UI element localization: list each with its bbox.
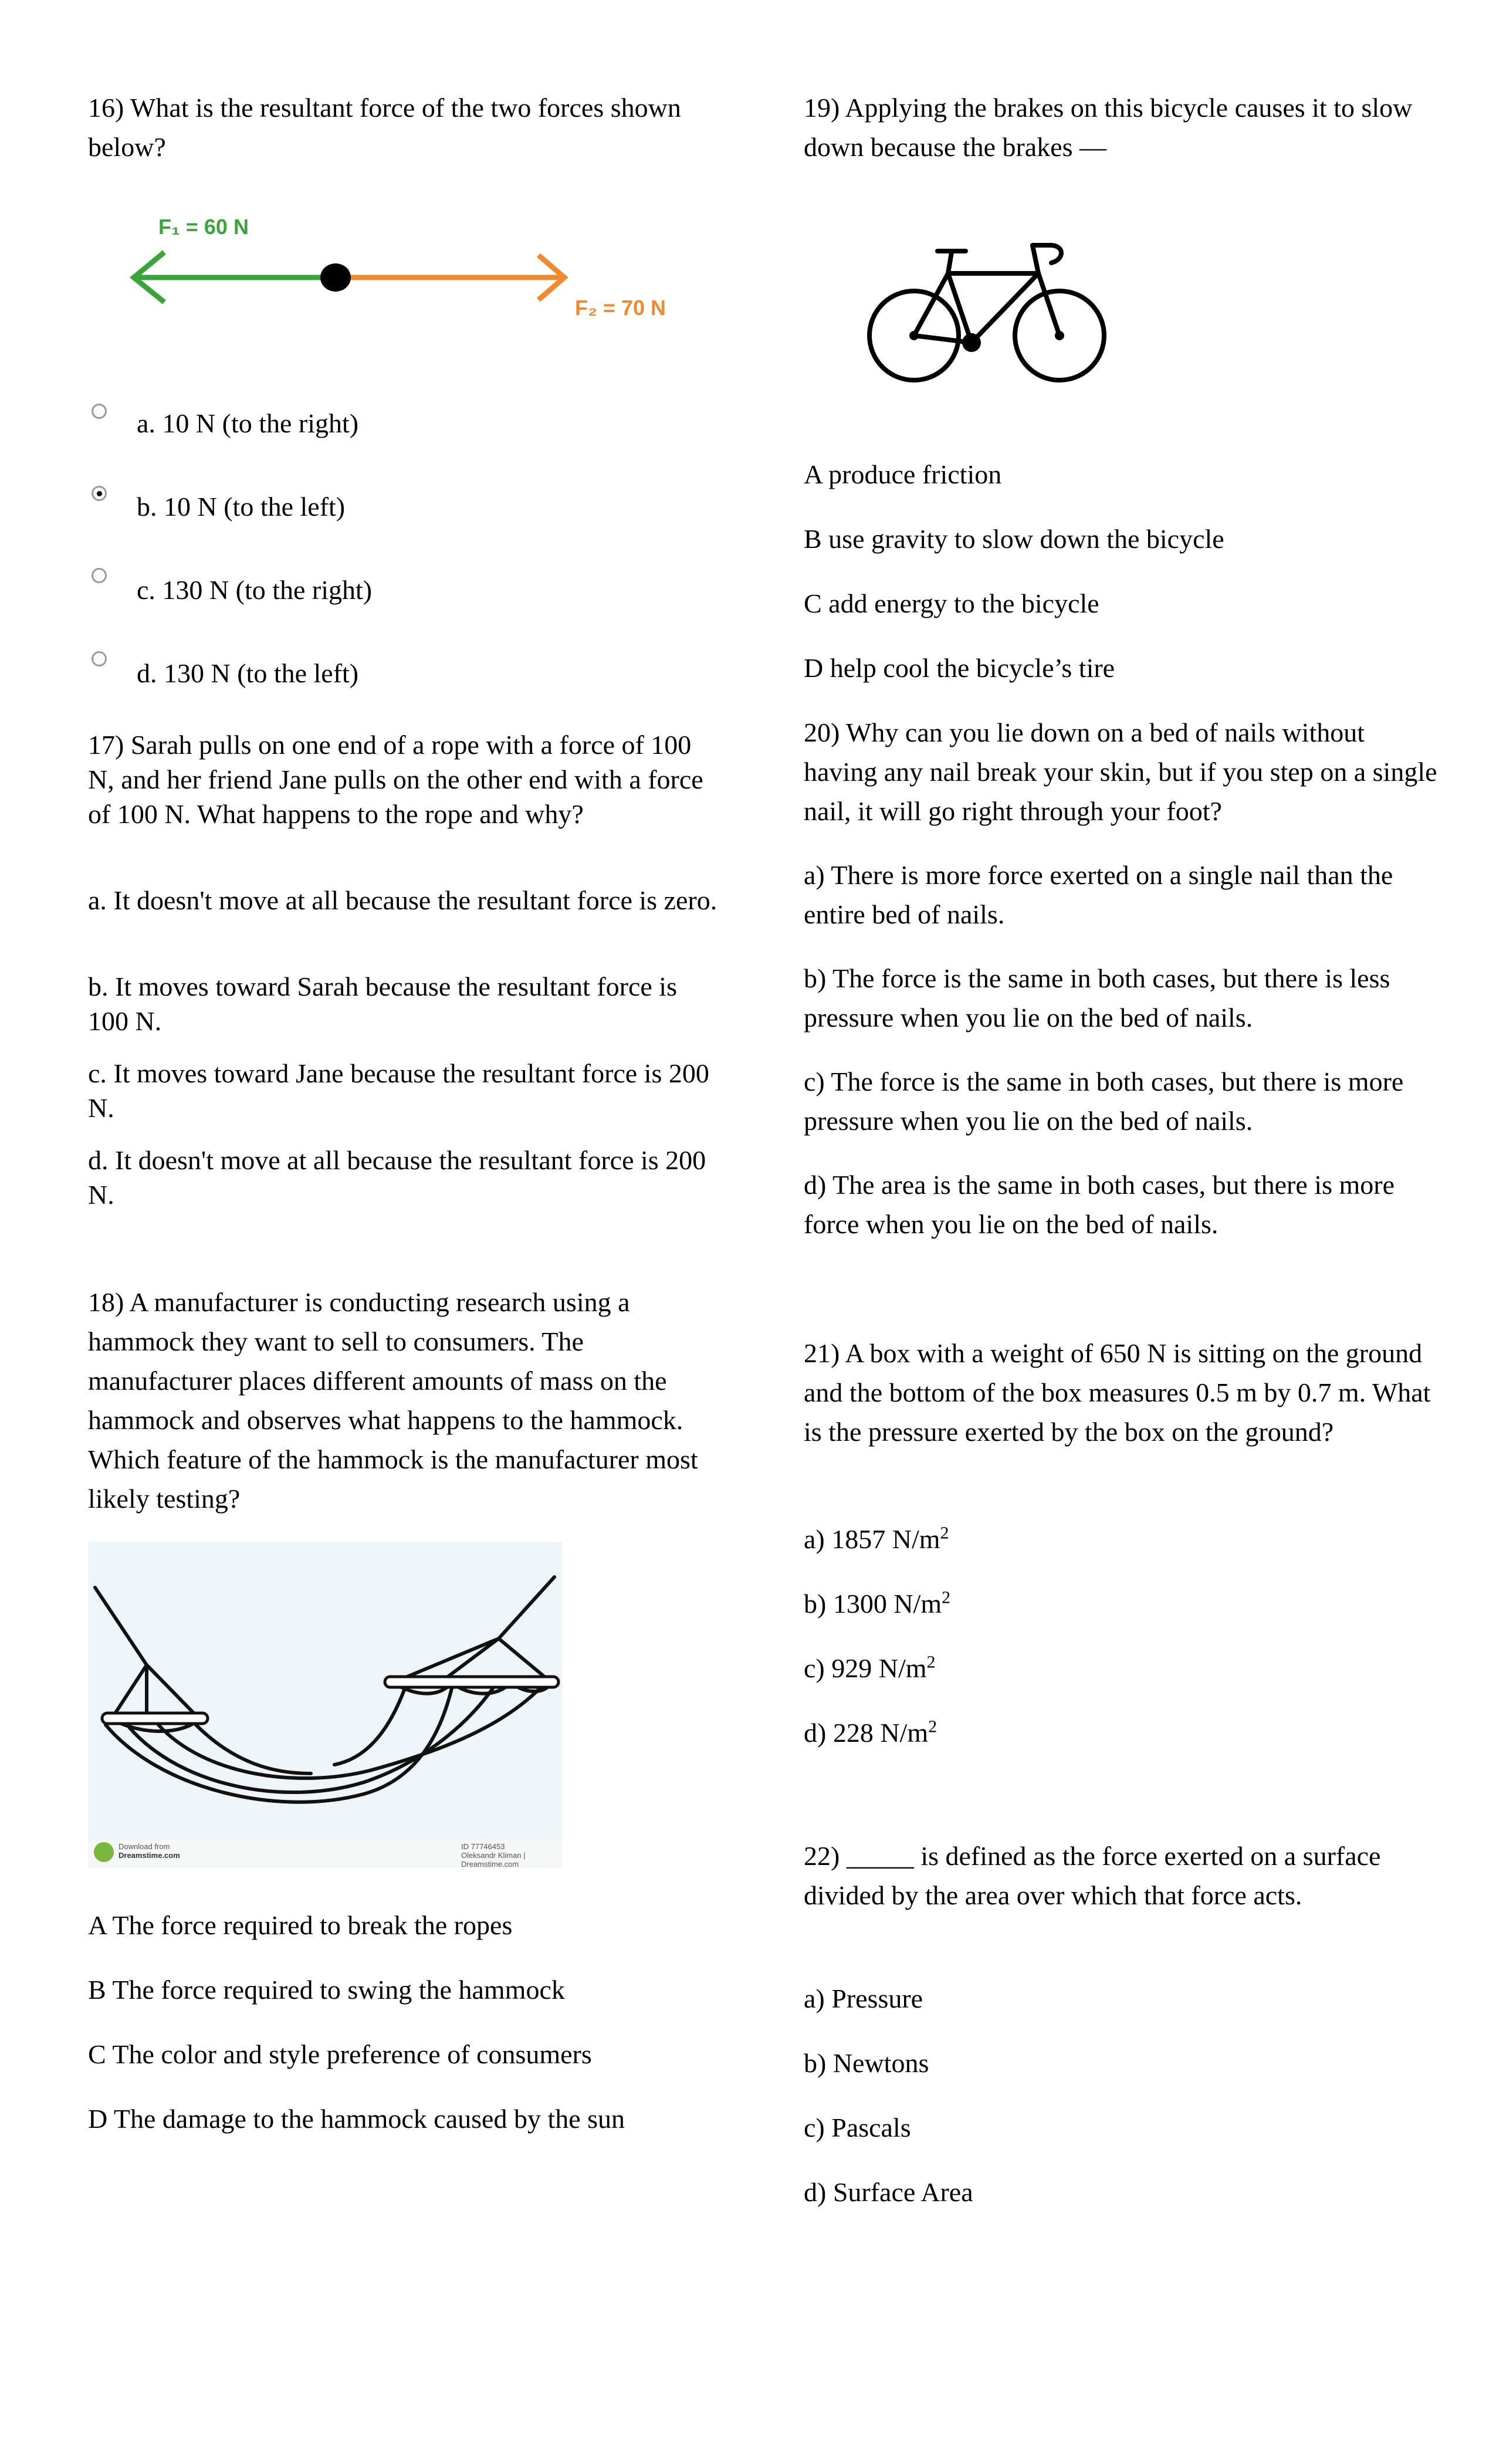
q22-option-d: d) Surface Area — [804, 2177, 973, 2207]
point-object — [320, 263, 351, 292]
q21-unit: N/m — [878, 1653, 927, 1683]
q19-option-c: C add energy to the bicycle — [804, 588, 1099, 618]
watermark-main: Download from — [119, 1842, 170, 1851]
q16-option-c: c. 130 N (to the right) — [137, 575, 373, 605]
q17-option-d: d. It doesn't move at all because the resultant force is 200 N. — [88, 1145, 706, 1210]
watermark-credit: Oleksandr Kliman | Dreamstime.com — [461, 1851, 526, 1869]
q20-option-d: d) The area is the same in both cases, but there is more force when you lie on the bed of nails. — [804, 1170, 1395, 1239]
q21-option-d-value: d) 228 — [804, 1718, 874, 1748]
q16-option-b: b. 10 N (to the left) — [137, 492, 346, 522]
q19-option-b: B use gravity to slow down the bicycle — [804, 524, 1224, 554]
q21-unit-exp: 2 — [926, 1652, 936, 1672]
q16-option-b-radio[interactable] — [92, 486, 107, 501]
q16-option-c-radio[interactable] — [92, 568, 107, 583]
q21-option-b — [804, 1584, 950, 1623]
q21-unit: N/m — [892, 1524, 940, 1554]
q22-option-b: b) Newtons — [804, 2048, 929, 2078]
q21-unit-exp: 2 — [928, 1717, 937, 1737]
q18-option-a: A The force required to break the ropes — [88, 1910, 513, 1940]
q20-question: 20) Why can you lie down on a bed of nails without having any nail break your skin, but if you step on a single nail, it will go right through your foot? — [804, 717, 1437, 826]
q19-option-d: D help cool the bicycle’s tire — [804, 653, 1115, 683]
hammock-image — [88, 1542, 562, 1868]
q21-unit: N/m — [893, 1589, 942, 1619]
q21-option-a — [804, 1519, 949, 1559]
q16-option-d-radio[interactable] — [92, 651, 107, 666]
q21-option-d — [804, 1713, 937, 1752]
q22-option-c: c) Pascals — [804, 2113, 911, 2143]
q21-unit: N/m — [880, 1718, 929, 1748]
q20-option-a: a) There is more force exerted on a single nail than the entire bed of nails. — [804, 860, 1393, 929]
q21-unit-exp: 2 — [940, 1523, 949, 1543]
q19-option-a: A produce friction — [804, 459, 1002, 489]
q21-option-a-value: a) 1857 — [804, 1524, 886, 1554]
q17-option-c: c. It moves toward Jane because the resultant force is 200 N. — [88, 1058, 709, 1123]
q17-option-a: a. It doesn't move at all because the resultant force is zero. — [88, 885, 717, 915]
bicycle-icon — [862, 235, 1115, 393]
q18-option-b: B The force required to swing the hammock — [88, 1975, 565, 2005]
q16-option-d: d. 130 N (to the left) — [137, 658, 359, 688]
hammock-drawing — [88, 1542, 562, 1868]
q20-option-b: b) The force is the same in both cases, but there is less pressure when you lie on the bed of nails. — [804, 963, 1390, 1033]
radio-selected-dot — [97, 491, 102, 496]
dreamstime-logo-icon — [94, 1842, 114, 1862]
q16-question: 16) What is the resultant force of the two forces shown below? — [88, 93, 681, 162]
q22-option-a: a) Pressure — [804, 1984, 923, 2013]
q21-option-c-value: c) 929 — [804, 1653, 872, 1683]
q22-question: 22) _____ is defined as the force exerted on a surface divided by the area over which that force acts. — [804, 1841, 1381, 1910]
bicycle-image — [862, 235, 1115, 393]
watermark-site: Dreamstime.com — [119, 1851, 180, 1860]
q21-option-c — [804, 1649, 936, 1688]
f1-label: F₁ = 60 N — [158, 215, 249, 239]
force-diagram — [117, 208, 716, 337]
q21-unit-exp: 2 — [942, 1588, 951, 1607]
q18-question: 18) A manufacturer is conducting research using a hammock they want to sell to consumers. The manufacturer places different amounts of mass on the hammock and observes what happens to the hammock. Which feature of the hammock is the manufacturer most likely testing? — [88, 1287, 698, 1514]
q20-option-c: c) The force is the same in both cases, but there is more pressure when you lie on the bed of nails. — [804, 1067, 1404, 1136]
q19-question: 19) Applying the brakes on this bicycle causes it to slow down because the brakes — — [804, 93, 1413, 162]
q18-option-d: D The damage to the hammock caused by the sun — [88, 2104, 625, 2134]
q18-option-c: C The color and style preference of consumers — [88, 2039, 592, 2069]
q16-option-a-radio[interactable] — [92, 404, 107, 419]
f2-label: F₂ = 70 N — [575, 296, 666, 320]
q17-question: 17) Sarah pulls on one end of a rope with a force of 100 N, and her friend Jane pulls on the other end with a force of 100 N. What happens to the rope and why? — [88, 730, 703, 829]
q17-option-b: b. It moves toward Sarah because the resultant force is 100 N. — [88, 972, 677, 1036]
q21-option-b-value: b) 1300 — [804, 1589, 887, 1619]
q21-question: 21) A box with a weight of 650 N is sitting on the ground and the bottom of the box measures 0.5 m by 0.7 m. What is the pressure exerted by the box on the ground? — [804, 1338, 1431, 1447]
watermark-id: ID 77746453 — [461, 1842, 505, 1851]
q16-option-a: a. 10 N (to the right) — [137, 408, 359, 438]
